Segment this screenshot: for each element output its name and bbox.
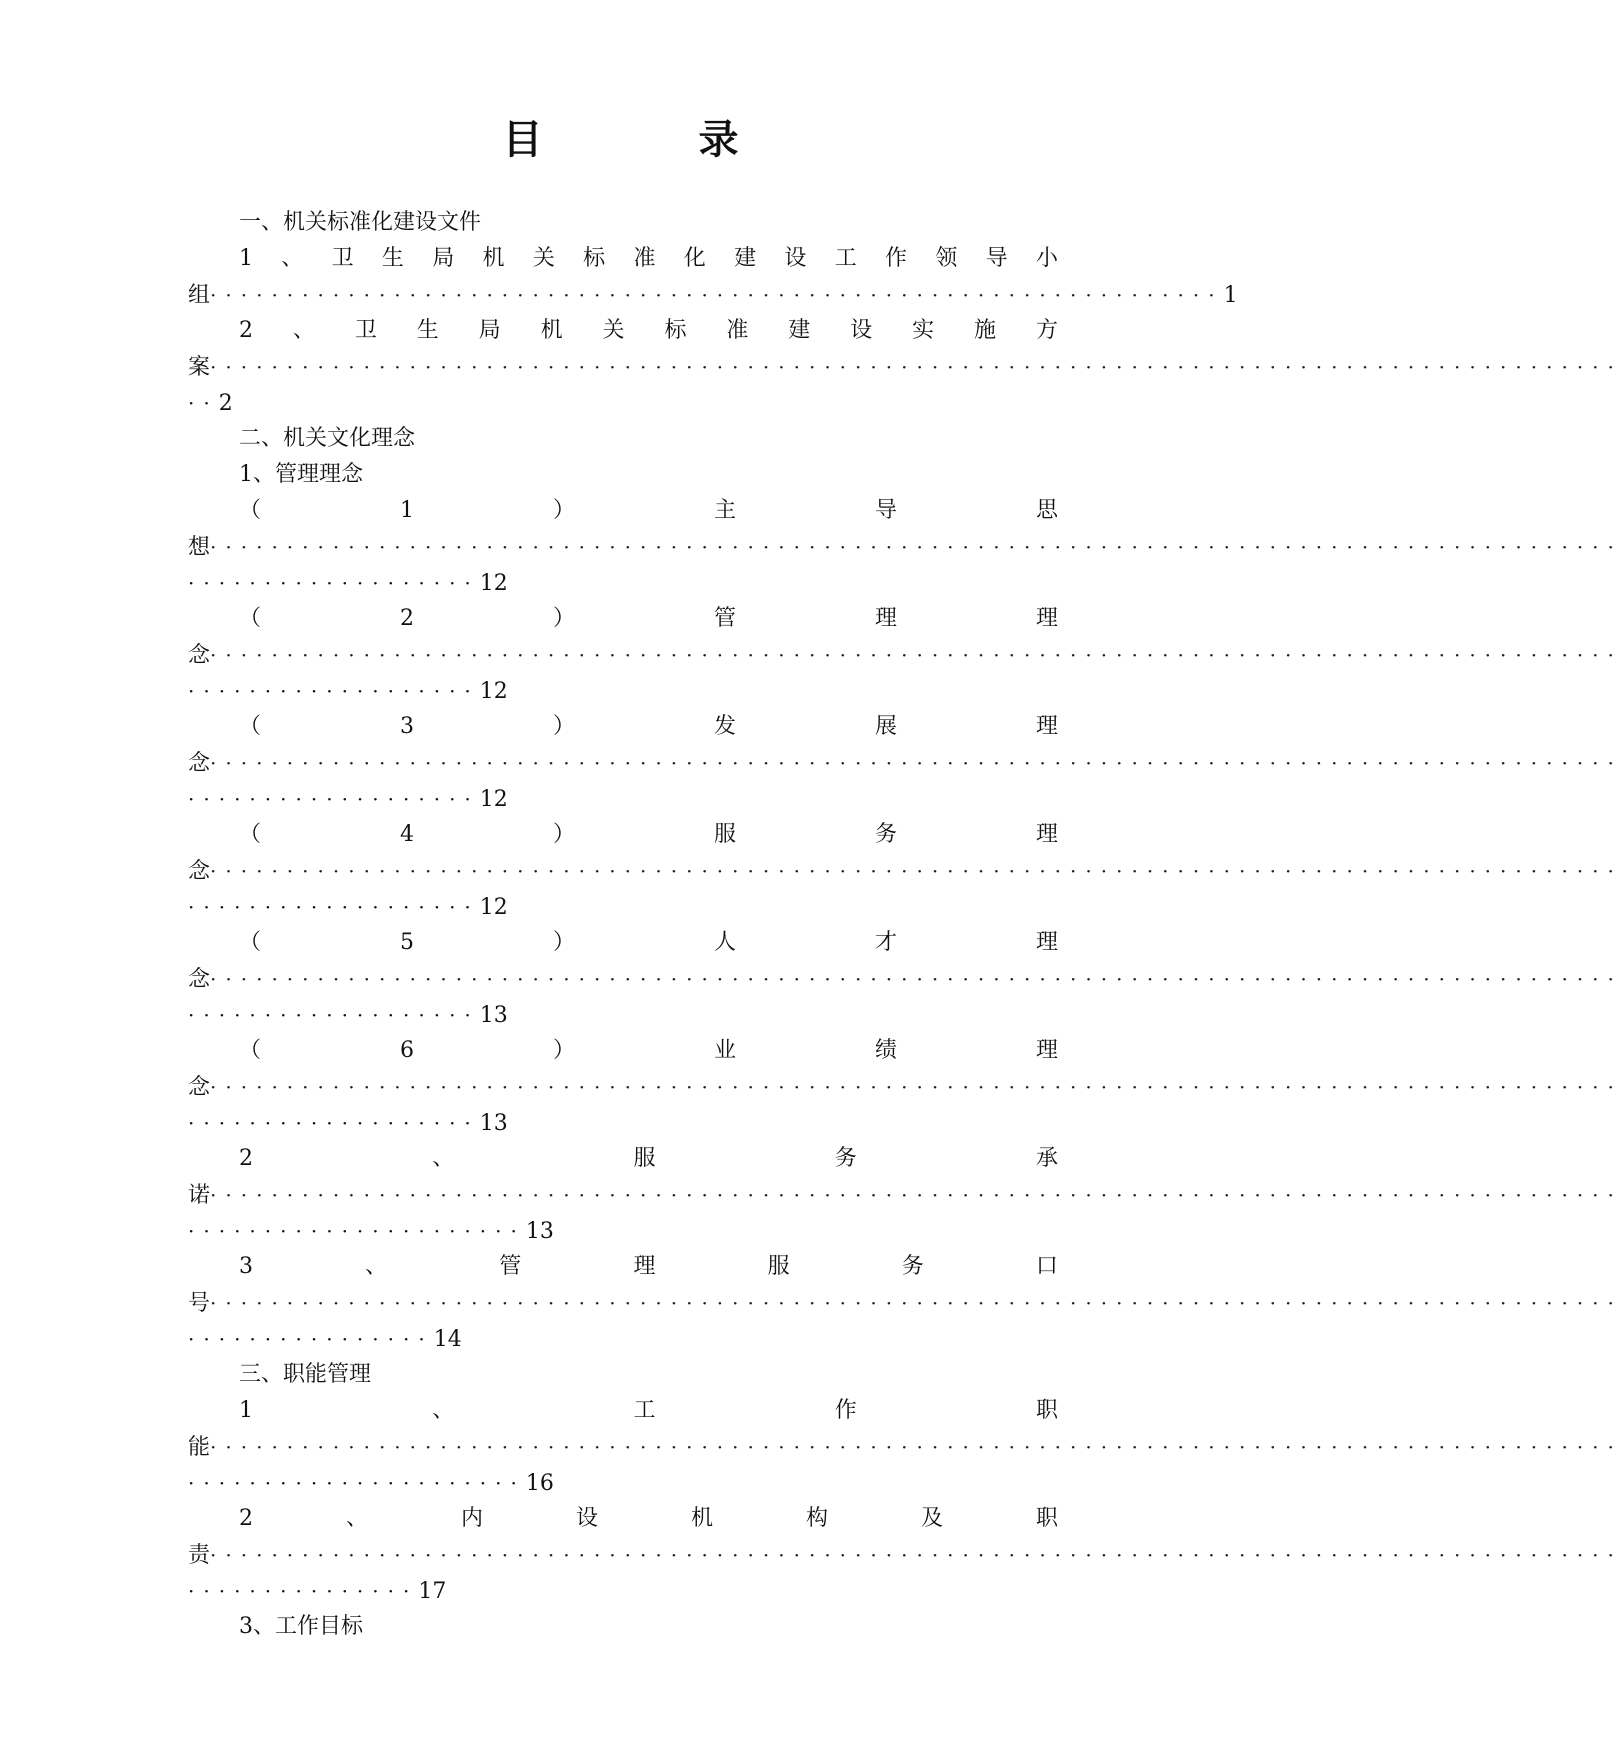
toc-page-number: 12 — [479, 571, 508, 596]
toc-entry-spread-row[interactable] — [188, 313, 1058, 349]
toc-char: ） — [552, 822, 575, 847]
table-of-contents — [188, 205, 1623, 1645]
toc-entry[interactable] — [188, 817, 1623, 925]
toc-char: 局 — [432, 246, 455, 271]
toc-char: 导 — [985, 246, 1008, 271]
toc-entry[interactable] — [188, 1501, 1623, 1609]
toc-leader-dots: ···························································································· — [210, 535, 1623, 559]
toc-entry-dots-row[interactable] — [188, 277, 1238, 313]
toc-leader-dots: ··················· — [188, 1111, 480, 1135]
toc-leader-dots: ···························································································· — [210, 1075, 1623, 1099]
toc-char: 2 — [239, 1146, 253, 1171]
toc-char: 局 — [478, 318, 501, 343]
toc-entry-lead: 念 — [188, 643, 211, 668]
toc-char: 标 — [664, 318, 687, 343]
toc-char: 、 — [281, 246, 304, 271]
toc-char: 关 — [602, 318, 625, 343]
toc-char: ） — [552, 606, 575, 631]
toc-entry-lead: 组 — [188, 283, 211, 308]
toc-char: 工 — [633, 1398, 656, 1423]
toc-entry-spread-row — [188, 1393, 1058, 1429]
toc-entry-dots-row — [188, 673, 1058, 709]
toc-char: 1 — [239, 246, 253, 271]
toc-char: 实 — [912, 318, 935, 343]
toc-char: ） — [552, 498, 575, 523]
toc-char: 1 — [239, 1398, 253, 1423]
toc-entry-lead: 念 — [188, 967, 211, 992]
toc-page-number: 13 — [479, 1111, 508, 1136]
toc-char: 管 — [713, 606, 736, 631]
toc-char: ） — [552, 930, 575, 955]
toc-entry-dots-row[interactable] — [188, 349, 1623, 385]
toc-char: 1 — [400, 498, 414, 523]
toc-leader-dots: ·································································· — [210, 283, 1224, 307]
toc-char: 3 — [400, 714, 414, 739]
toc-leader-dots: ···························································································· — [210, 1543, 1623, 1567]
toc-char: 生 — [416, 318, 439, 343]
toc-char: 机 — [690, 1506, 713, 1531]
toc-entry[interactable] — [188, 1249, 1623, 1357]
toc-leader-dots: ···························································································· — [210, 1183, 1623, 1207]
toc-page-number: 14 — [433, 1327, 462, 1352]
toc-char: 理 — [1035, 1038, 1058, 1063]
toc-char: 2 — [239, 318, 253, 343]
toc-entry-lead: 诺 — [188, 1183, 211, 1208]
toc-char: 理 — [1035, 930, 1058, 955]
toc-entry-lead: 念 — [188, 859, 211, 884]
toc-entry-dots-row — [188, 961, 1623, 997]
toc-entry-lead: 念 — [188, 751, 211, 776]
toc-char: 2 — [239, 1506, 253, 1531]
toc-leader-dots: ··················· — [188, 895, 480, 919]
toc-page-number: 13 — [479, 1003, 508, 1028]
toc-char: 主 — [713, 498, 736, 523]
toc-entry-dots-row — [188, 781, 1058, 817]
toc-char: （ — [239, 930, 262, 955]
toc-char: 5 — [400, 930, 414, 955]
toc-char: 服 — [767, 1254, 790, 1279]
toc-char: 6 — [400, 1038, 414, 1063]
toc-subsection-heading: 1、管理理念 — [239, 462, 363, 487]
toc-char: 及 — [920, 1506, 943, 1531]
toc-entry-dots-row — [188, 1429, 1623, 1465]
toc-leader-dots: ··················· — [188, 1003, 480, 1027]
toc-page-number: 12 — [479, 787, 508, 812]
toc-page-number: 12 — [479, 679, 508, 704]
toc-entry-spread-row — [188, 709, 1058, 745]
toc-char: 机 — [540, 318, 563, 343]
toc-char: 4 — [400, 822, 414, 847]
toc-page-number: 13 — [525, 1219, 554, 1244]
toc-entry-dots-row — [188, 1321, 1058, 1357]
toc-char: ） — [552, 714, 575, 739]
toc-char: 管 — [499, 1254, 522, 1279]
toc-entry-lead: 案 — [188, 355, 211, 380]
toc-char: ） — [552, 1038, 575, 1063]
toc-entry[interactable] — [188, 1141, 1623, 1249]
toc-char: 准 — [726, 318, 749, 343]
toc-entry-dots-row — [188, 1213, 1058, 1249]
toc-leader-dots: ·· — [188, 391, 219, 415]
toc-section-heading: 一、机关标准化建设文件 — [239, 210, 482, 235]
toc-char: 理 — [874, 606, 897, 631]
toc-char: 生 — [381, 246, 404, 271]
toc-char: 、 — [365, 1254, 388, 1279]
toc-char: 机 — [482, 246, 505, 271]
toc-char: 职 — [1035, 1398, 1058, 1423]
toc-entry-lead: 想 — [188, 535, 211, 560]
toc-entry-spread-row[interactable] — [188, 241, 1058, 277]
toc-entry[interactable] — [188, 1393, 1623, 1501]
toc-entry-dots-row — [188, 1105, 1058, 1141]
toc-leader-dots: ··················· — [188, 571, 480, 595]
toc-section-heading: 三、职能管理 — [239, 1362, 372, 1387]
toc-entry-dots-row — [188, 1177, 1623, 1213]
toc-char: 发 — [713, 714, 736, 739]
toc-char: 建 — [788, 318, 811, 343]
toc-entry-dots-row — [188, 889, 1058, 925]
toc-char: 服 — [633, 1146, 656, 1171]
toc-char: 务 — [874, 822, 897, 847]
toc-char: 领 — [935, 246, 958, 271]
toc-leader-dots: ···························································································· — [210, 1435, 1623, 1459]
toc-char: 口 — [1035, 1254, 1058, 1279]
toc-page-number: 12 — [479, 895, 508, 920]
toc-entry[interactable] — [188, 925, 1623, 1033]
toc-entry-dots-row — [188, 1465, 1058, 1501]
toc-char: 承 — [1035, 1146, 1058, 1171]
toc-entry[interactable] — [188, 1033, 1623, 1141]
toc-char: 职 — [1035, 1506, 1058, 1531]
toc-char: 、 — [345, 1506, 368, 1531]
toc-char: 关 — [532, 246, 555, 271]
toc-char: （ — [239, 498, 262, 523]
toc-char: 服 — [713, 822, 736, 847]
toc-char: 设 — [575, 1506, 598, 1531]
toc-char: 才 — [874, 930, 897, 955]
toc-entry-spread-row — [188, 1033, 1058, 1069]
toc-entry-dots-row — [188, 637, 1623, 673]
toc-leader-dots: ··················· — [188, 787, 480, 811]
toc-entry[interactable] — [188, 493, 1623, 601]
toc-char: 小 — [1035, 246, 1058, 271]
toc-page-number: 2 — [218, 391, 233, 416]
toc-char: 作 — [885, 246, 908, 271]
toc-char: 、 — [432, 1398, 455, 1423]
toc-entry-lead: 能 — [188, 1435, 211, 1460]
toc-leader-dots: ···························································································· — [210, 355, 1623, 379]
toc-char: 、 — [432, 1146, 455, 1171]
toc-char: （ — [239, 1038, 262, 1063]
toc-leader-dots: ··············· — [188, 1579, 419, 1603]
toc-entry-spread-row — [188, 1141, 1058, 1177]
toc-leader-dots: ···························································································· — [210, 751, 1623, 775]
toc-char: （ — [239, 606, 262, 631]
toc-char: 绩 — [874, 1038, 897, 1063]
toc-leader-dots: ···························································································· — [210, 859, 1623, 883]
toc-char: 3 — [239, 1254, 253, 1279]
toc-entry-dots-row — [188, 565, 1058, 601]
toc-entry-dots-row — [188, 853, 1623, 889]
toc-leader-dots: ······················ — [188, 1471, 526, 1495]
toc-leader-dots: ···························································································· — [210, 1291, 1623, 1315]
toc-leader-dots: ··················· — [188, 679, 480, 703]
toc-entry-spread-row — [188, 1501, 1058, 1537]
toc-char: 卫 — [354, 318, 377, 343]
toc-char: 化 — [683, 246, 706, 271]
toc-char: 展 — [874, 714, 897, 739]
toc-entry[interactable] — [188, 601, 1623, 709]
toc-char: （ — [239, 714, 262, 739]
toc-char: 作 — [834, 1398, 857, 1423]
toc-subsection-heading: 3、工作目标 — [239, 1614, 363, 1639]
toc-char: 标 — [583, 246, 606, 271]
toc-entry-lead: 号 — [188, 1291, 211, 1316]
page-title: 目 录 — [502, 116, 797, 163]
toc-char: 卫 — [331, 246, 354, 271]
toc-page-number: 16 — [525, 1471, 554, 1496]
toc-entry-dots-row — [188, 745, 1623, 781]
toc-char: 业 — [713, 1038, 736, 1063]
toc-entry-spread-row — [188, 1249, 1058, 1285]
toc-leader-dots: ···························································································· — [210, 643, 1623, 667]
toc-entry-dots-row — [188, 1285, 1623, 1321]
toc-char: 构 — [805, 1506, 828, 1531]
toc-entry-dots-row — [188, 529, 1623, 565]
toc-entry-lead: 念 — [188, 1075, 211, 1100]
toc-char: 理 — [1035, 606, 1058, 631]
toc-char: 务 — [834, 1146, 857, 1171]
toc-char: 导 — [874, 498, 897, 523]
toc-char: 设 — [784, 246, 807, 271]
toc-entry[interactable] — [188, 709, 1623, 817]
toc-section-heading: 二、机关文化理念 — [239, 426, 416, 451]
toc-entry-spread-row — [188, 493, 1058, 529]
toc-char: 建 — [734, 246, 757, 271]
toc-entry-spread-row — [188, 817, 1058, 853]
toc-entry-dots-row — [188, 997, 1058, 1033]
toc-char: 准 — [633, 246, 656, 271]
toc-char: 工 — [834, 246, 857, 271]
toc-char: 设 — [850, 318, 873, 343]
toc-entry-spread-row — [188, 925, 1058, 961]
toc-char: 思 — [1035, 498, 1058, 523]
toc-char: 方 — [1035, 318, 1058, 343]
toc-entry-spread-row — [188, 601, 1058, 637]
toc-entry-dots-row — [188, 1573, 1058, 1609]
toc-entry-dots-row — [188, 1537, 1623, 1573]
toc-char: 2 — [400, 606, 414, 631]
toc-char: 务 — [901, 1254, 924, 1279]
toc-char: （ — [239, 822, 262, 847]
toc-page-number: 1 — [1223, 283, 1238, 308]
toc-char: 、 — [292, 318, 315, 343]
toc-char: 内 — [460, 1506, 483, 1531]
toc-entry-lead: 责 — [188, 1543, 211, 1568]
toc-leader-dots: ················ — [188, 1327, 434, 1351]
toc-char: 人 — [713, 930, 736, 955]
toc-leader-dots: ······················ — [188, 1219, 526, 1243]
toc-entry-dots-row[interactable] — [188, 385, 1058, 421]
toc-leader-dots: ···························································································· — [210, 967, 1623, 991]
toc-page-number: 17 — [418, 1579, 447, 1604]
toc-char: 理 — [633, 1254, 656, 1279]
toc-char: 理 — [1035, 714, 1058, 739]
toc-entry-dots-row — [188, 1069, 1623, 1105]
toc-char: 施 — [974, 318, 997, 343]
toc-char: 理 — [1035, 822, 1058, 847]
